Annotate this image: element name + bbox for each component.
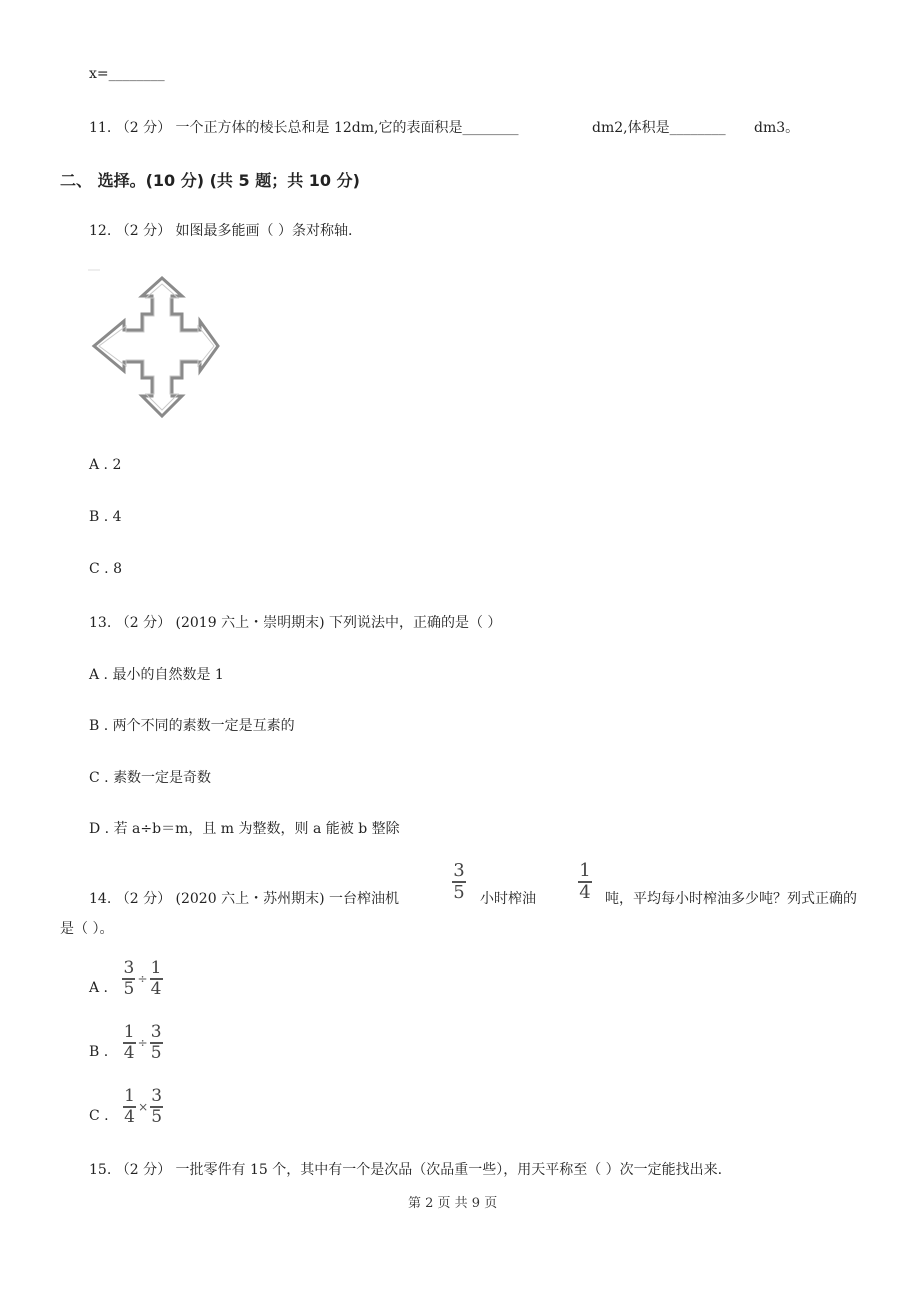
fraction-denominator: 4 <box>123 1043 135 1063</box>
question-13-stem: 13. （2 分） (2019 六上・崇明期末) 下列说法中，正确的是（ ） <box>89 615 502 631</box>
operator-sign: ÷ <box>137 972 148 986</box>
question-14-stem-part-c: 吨，平均每小时榨油多少吨？列式正确的 <box>605 891 857 907</box>
question-15-stem: 15. （2 分） 一批零件有 15 个，其中有一个是次品（次品重一些），用天平称至（ ）次一定能找出来. <box>89 1162 723 1178</box>
q13-option-a[interactable]: A . 最小的自然数是 1 <box>89 667 224 683</box>
four-arrow-cross-figure <box>86 266 241 426</box>
fraction-denominator: 4 <box>150 979 162 999</box>
question-14-stem-part-d: 是（ ）。 <box>60 921 114 937</box>
operator-sign: × <box>138 1100 149 1114</box>
question-14-stem-part-a: 14. （2 分） (2020 六上・苏州期末) 一台榨油机 <box>89 891 399 907</box>
q13-option-b[interactable]: B . 两个不同的素数一定是互素的 <box>89 718 295 734</box>
option-label: A . <box>89 980 109 996</box>
fraction-numerator: 3 <box>150 1022 162 1042</box>
q13-option-d[interactable]: D . 若 a÷b＝m，且 m 为整数，则 a 能被 b 整除 <box>89 821 400 837</box>
option-label: C . <box>89 1108 109 1124</box>
question-11-part-b: dm2,体积是________ <box>592 120 726 136</box>
fraction-numerator: 1 <box>123 1022 135 1042</box>
fraction-three-fifths <box>452 862 466 902</box>
fraction-numerator: 1 <box>150 958 162 978</box>
answer-blank-x: x=________ <box>89 66 165 82</box>
fraction <box>122 960 135 998</box>
fraction-denominator: 4 <box>579 882 591 903</box>
fraction <box>150 1024 163 1062</box>
question-11-part-c: dm3。 <box>754 120 800 136</box>
fraction <box>123 1088 136 1126</box>
fraction-denominator: 4 <box>124 1107 135 1127</box>
fraction-denominator: 5 <box>453 882 465 903</box>
q12-option-a[interactable]: A . 2 <box>89 457 122 473</box>
fraction <box>150 1088 163 1126</box>
fraction <box>150 960 163 998</box>
fraction-numerator: 1 <box>579 860 591 881</box>
section-2-heading: 二、 选择。(10 分) (共 5 题；共 10 分) <box>60 171 360 190</box>
q14-option-b[interactable] <box>89 1024 163 1062</box>
option-label: B . <box>89 1044 109 1060</box>
fraction-denominator: 5 <box>150 1043 162 1063</box>
page-footer: 第 2 页 共 9 页 <box>408 1196 498 1211</box>
question-11-part-a: 11. （2 分） 一个正方体的棱长总和是 12dm,它的表面积是________ <box>89 120 519 136</box>
q14-option-a[interactable] <box>89 960 163 998</box>
fraction-numerator: 3 <box>151 1086 163 1106</box>
q12-option-c[interactable]: C . 8 <box>89 561 122 577</box>
question-14-stem-part-b: 小时榨油 <box>480 891 536 907</box>
q12-option-b[interactable]: B . 4 <box>89 509 122 525</box>
fraction-denominator: 5 <box>123 979 135 999</box>
q14-option-c[interactable] <box>89 1088 163 1126</box>
fraction-numerator: 3 <box>123 958 135 978</box>
question-12-stem: 12. （2 分） 如图最多能画（ ）条对称轴. <box>89 223 353 239</box>
operator-sign: ÷ <box>137 1036 148 1050</box>
fraction <box>123 1024 136 1062</box>
fraction-numerator: 1 <box>124 1086 135 1106</box>
fraction-numerator: 3 <box>453 860 465 881</box>
fraction-denominator: 5 <box>151 1107 163 1127</box>
fraction-one-quarter <box>578 862 592 902</box>
q13-option-c[interactable]: C . 素数一定是奇数 <box>89 770 212 786</box>
